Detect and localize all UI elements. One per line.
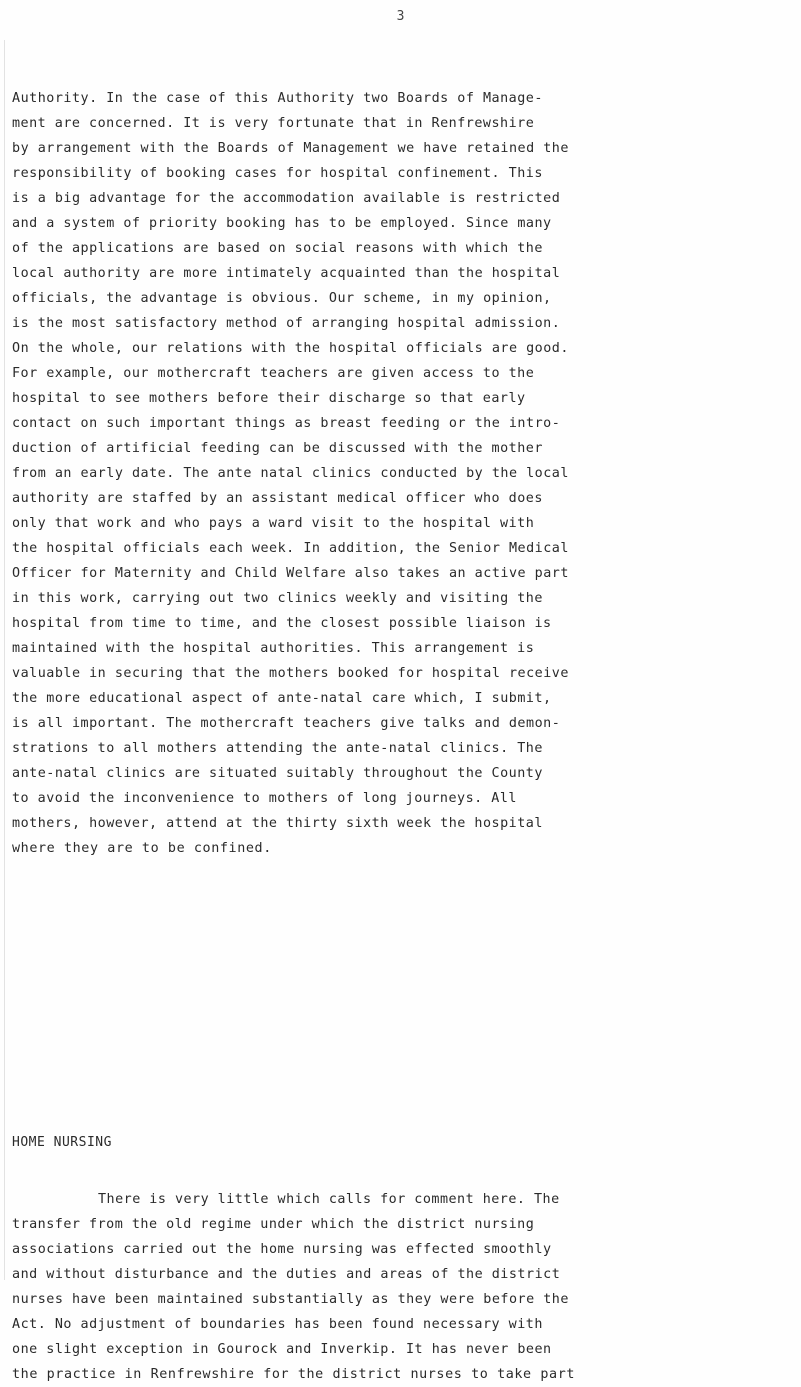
text-line: is a big advantage for the accommodation available is restricted xyxy=(12,191,561,206)
text-line: one slight exception in Gourock and Inverkip. It has never been xyxy=(12,1342,552,1357)
text-line: mothers, however, attend at the thirty sixth week the hospital xyxy=(12,816,543,831)
text-line: Act. No adjustment of boundaries has been found necessary with xyxy=(12,1317,543,1332)
paragraph-authority-arrangements xyxy=(12,86,798,861)
text-line: and without disturbance and the duties and areas of the district xyxy=(12,1267,561,1282)
text-line: in this work, carrying out two clinics weekly and visiting the xyxy=(12,591,543,606)
text-line: the practice in Renfrewshire for the district nurses to take part xyxy=(12,1367,576,1382)
scan-edge-line xyxy=(4,40,5,1280)
text-line: responsibility of booking cases for hospital confinement. This xyxy=(12,166,543,181)
text-line: officials, the advantage is obvious. Our scheme, in my opinion, xyxy=(12,291,552,306)
section-heading-home-nursing: HOME NURSING xyxy=(12,1135,112,1150)
text-line: the more educational aspect of ante-natal care which, I submit, xyxy=(12,691,552,706)
text-line: is all important. The mothercraft teachers give talks and demon- xyxy=(12,716,561,731)
text-line: valuable in securing that the mothers booked for hospital receive xyxy=(12,666,569,681)
text-line: is the most satisfactory method of arranging hospital admission. xyxy=(12,316,561,331)
text-line: from an early date. The ante natal clinics conducted by the local xyxy=(12,466,569,481)
paragraph-home-nursing xyxy=(12,1187,798,1387)
text-line: ante-natal clinics are situated suitably throughout the County xyxy=(12,766,543,781)
text-line: nurses have been maintained substantially as they were before the xyxy=(12,1292,569,1307)
page-number: 3 xyxy=(396,9,405,24)
text-line: authority are staffed by an assistant medical officer who does xyxy=(12,491,543,506)
text-line: On the whole, our relations with the hospital officials are good. xyxy=(12,341,569,356)
text-line: and a system of priority booking has to be employed. Since many xyxy=(12,216,552,231)
text-line: local authority are more intimately acquainted than the hospital xyxy=(12,266,561,281)
text-line: of the applications are based on social reasons with which the xyxy=(12,241,543,256)
text-line: where they are to be confined. xyxy=(12,841,272,856)
text-line: ment are concerned. It is very fortunate that in Renfrewshire xyxy=(12,116,535,131)
text-line: Officer for Maternity and Child Welfare also takes an active part xyxy=(12,566,569,581)
text-line: transfer from the old regime under which the district nursing xyxy=(12,1217,535,1232)
text-line: contact on such important things as breast feeding or the intro- xyxy=(12,416,561,431)
text-line: duction of artificial feeding can be discussed with the mother xyxy=(12,441,543,456)
text-line: hospital to see mothers before their discharge so that early xyxy=(12,391,526,406)
text-line: by arrangement with the Boards of Management we have retained the xyxy=(12,141,569,156)
text-line: For example, our mothercraft teachers are given access to the xyxy=(12,366,535,381)
text-line: only that work and who pays a ward visit to the hospital with xyxy=(12,516,535,531)
text-line: the hospital officials each week. In addition, the Senior Medical xyxy=(12,541,569,556)
text-line: to avoid the inconvenience to mothers of long journeys. All xyxy=(12,791,517,806)
text-line: There is very little which calls for comment here. The xyxy=(98,1192,560,1207)
text-line: hospital from time to time, and the closest possible liaison is xyxy=(12,616,552,631)
text-line: strations to all mothers attending the ante-natal clinics. The xyxy=(12,741,543,756)
text-line: maintained with the hospital authorities. This arrangement is xyxy=(12,641,535,656)
text-line: Authority. In the case of this Authority two Boards of Manage- xyxy=(12,91,543,106)
text-line: associations carried out the home nursing was effected smoothly xyxy=(12,1242,552,1257)
